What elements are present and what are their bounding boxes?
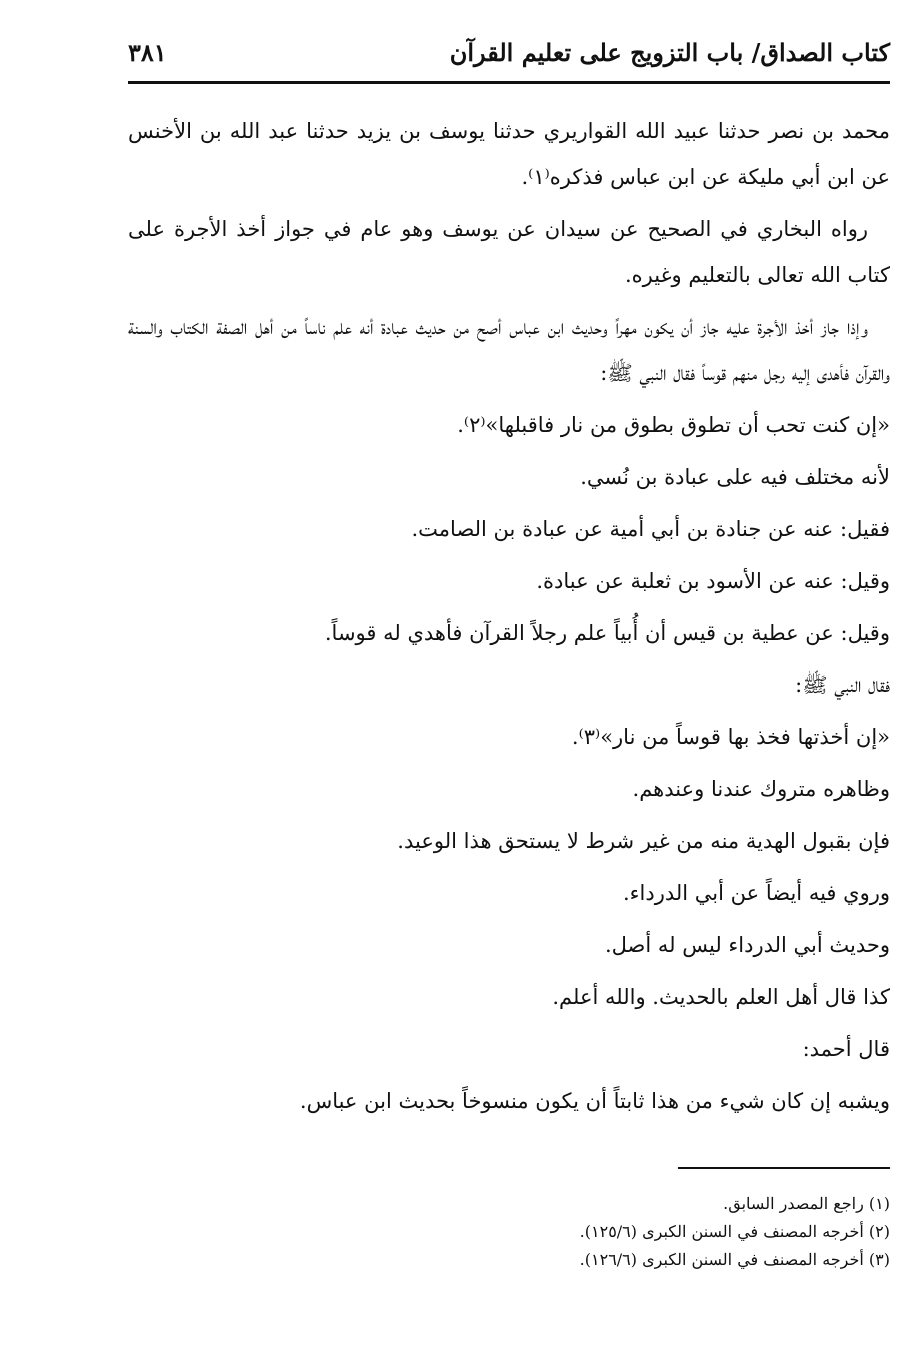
footnotes bbox=[128, 1190, 890, 1274]
footnote-3: (٣) أخرجه المصنف في السنن الكبرى (١٢٦/٦). bbox=[579, 1250, 890, 1269]
paragraph-qila-1: فقيل: عنه عن جنادة بن أبي أمية عن عبادة بن الصامت. bbox=[411, 517, 890, 541]
paragraph-mansukh: ويشبه إن كان شيء من هذا ثابتاً أن يكون منسوخاً بحديث ابن عباس. bbox=[299, 1089, 890, 1113]
page-number: ٣٨١ bbox=[128, 38, 167, 67]
paragraph-isnad: محمد بن نصر حدثنا عبيد الله القواريري حدثنا يوسف بن يزيد حدثنا عبد الله بن الأخنس عن ابن أبي مليكة عن ابن عباس فذكره⁽١⁾. bbox=[128, 119, 890, 189]
paragraph-qala-ahmad: قال أحمد: bbox=[802, 1037, 890, 1061]
footnote-rule bbox=[678, 1167, 890, 1169]
paragraph-hadith-1: «إن كنت تحب أن تطوق بطوق من نار فاقبلها»⁽٢⁾. bbox=[457, 413, 890, 437]
paragraph-qila-3: وقيل: عن عطية بن قيس أن أُبياً علم رجلاً القرآن فأهدي له قوساً. bbox=[324, 621, 890, 645]
main-text bbox=[128, 108, 890, 1130]
paragraph-ahl-ilm: كذا قال أهل العلم بالحديث. والله أعلم. bbox=[552, 985, 890, 1009]
footnote-1: (١) راجع المصدر السابق. bbox=[723, 1194, 890, 1213]
paragraph-qala-nabi: فقال النبي ﷺ: bbox=[795, 673, 890, 697]
paragraph-ujra: وإذا جاز أخذ الأجرة عليه جاز أن يكون مهراً وحديث ابن عباس أصح من حديث عبادة أنه علم ناساً من أهل الصفة الكتاب والسنة والقرآن فأهدى إليه رجل منهم قوساً فقال النبي ﷺ: bbox=[128, 315, 890, 385]
paragraph-zahir: وظاهره متروك عندنا وعندهم. bbox=[632, 777, 890, 801]
page-header bbox=[128, 28, 890, 84]
paragraph-hadiyya: فإن بقبول الهدية منه من غير شرط لا يستحق هذا الوعيد. bbox=[397, 829, 890, 853]
paragraph-ikhtilaf: لأنه مختلف فيه على عبادة بن نُسي. bbox=[580, 465, 890, 489]
paragraph-qila-2: وقيل: عنه عن الأسود بن ثعلبة عن عبادة. bbox=[536, 569, 890, 593]
footnote-2: (٢) أخرجه المصنف في السنن الكبرى (١٢٥/٦). bbox=[579, 1222, 890, 1241]
paragraph-hadith-2: «إن أخذتها فخذ بها قوساً من نار»⁽٣⁾. bbox=[571, 725, 890, 749]
header-rule bbox=[128, 81, 890, 84]
running-title: كتاب الصداق/ باب التزويج على تعليم القرآن bbox=[449, 38, 890, 67]
paragraph-abi-darda: وروي فيه أيضاً عن أبي الدرداء. bbox=[623, 881, 890, 905]
paragraph-bukhari: رواه البخاري في الصحيح عن سيدان عن يوسف وهو عام في جواز أخذ الأجرة على كتاب الله تعالى بالتعليم وغيره. bbox=[128, 217, 890, 287]
paragraph-laysa-asl: وحديث أبي الدرداء ليس له أصل. bbox=[604, 933, 890, 957]
